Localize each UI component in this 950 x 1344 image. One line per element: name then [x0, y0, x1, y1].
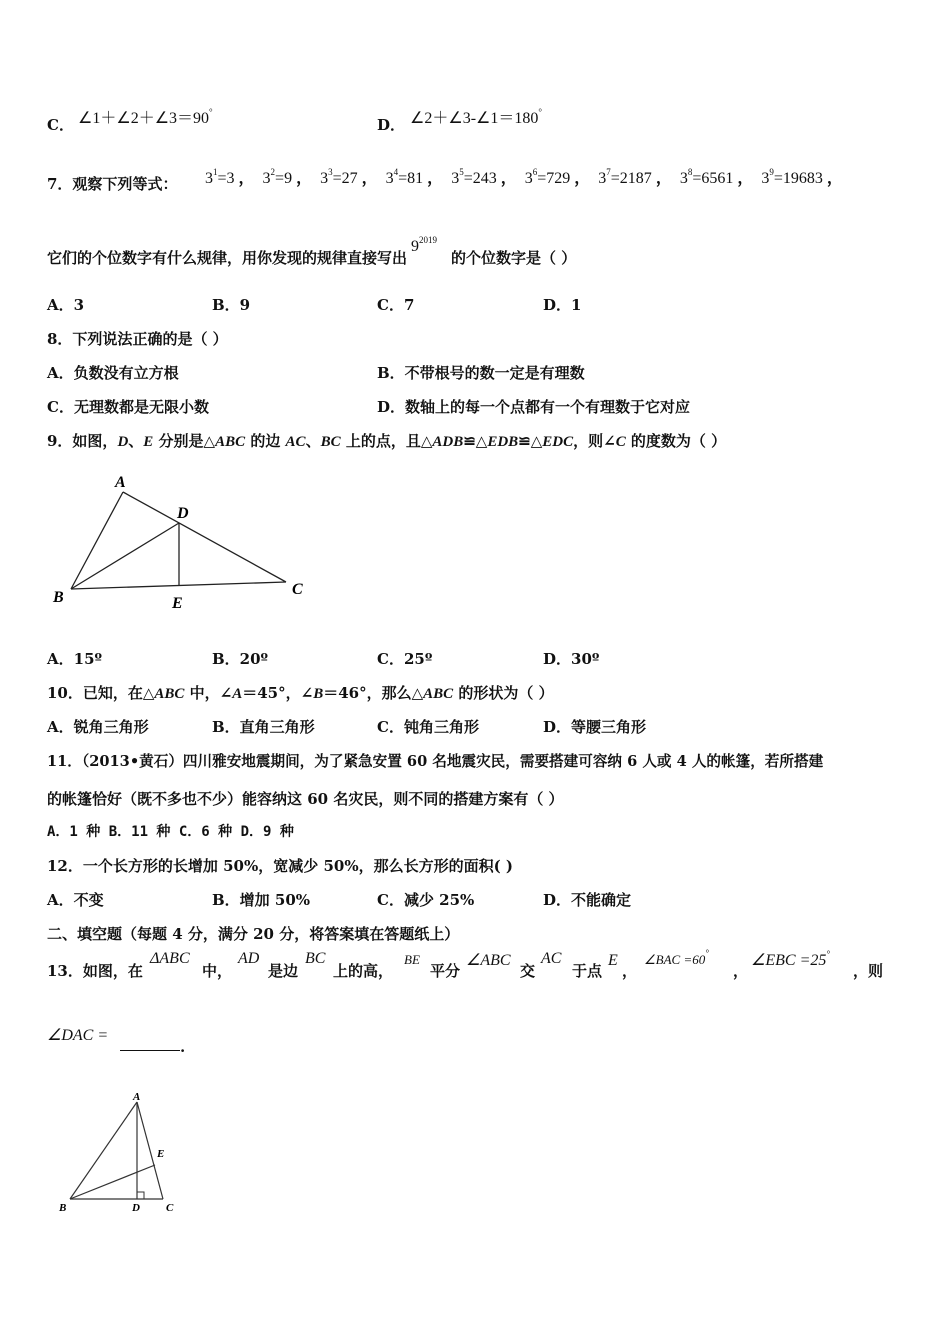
q7-power-2: $3^2=9$ ， — [262, 167, 313, 187]
q13-answer-blank[interactable] — [120, 1038, 180, 1051]
q9-label-c: C — [292, 581, 303, 598]
q9-segment-bd — [71, 523, 179, 589]
q10-option-a: A．锐角三角形 — [47, 718, 149, 736]
q13-p3: 是边 — [268, 962, 299, 980]
q7-option-c: C．7 — [377, 296, 415, 314]
q13-label-b: B — [59, 1202, 67, 1214]
q12-option-b: B．增加 50% — [212, 891, 311, 909]
q13-right-angle-mark — [137, 1192, 144, 1199]
q7-power-4: $3^4=81$ ， — [385, 167, 444, 187]
q13-label-c: C — [166, 1202, 174, 1214]
q13-period: . — [180, 1038, 186, 1056]
q7-stem: 7．观察下列等式： — [47, 175, 178, 193]
q9-option-d: D．30º — [543, 650, 600, 668]
q10-stem: 10．已知，在△ABC 中，∠A＝45°，∠B＝46°，那么△ABC 的形状为（ ） — [47, 684, 554, 702]
q6-option-c-label: C． — [47, 116, 74, 134]
q7-power-6: $3^6=729$ ， — [524, 167, 591, 187]
q7-powers-row — [205, 165, 851, 188]
q7-option-a: A．3 — [47, 296, 85, 314]
q12-option-d: D．不能确定 — [543, 891, 632, 909]
q7-power-3: $3^3=27$ ， — [320, 167, 378, 187]
q8-stem: 8．下列说法正确的是（ ） — [47, 330, 228, 348]
q6-option-c-expr: ∠1＋∠2＋∠3＝90° — [78, 107, 213, 127]
q9-triangle-figure — [40, 470, 330, 620]
q7-power-8: $3^8=6561$ ， — [679, 167, 754, 187]
q13-ad: AD — [238, 950, 260, 967]
q7-power-7: $3^7=2187$ ， — [598, 167, 672, 187]
q9-option-b: B．20º — [212, 650, 269, 668]
q13-p6: 交 — [520, 962, 536, 980]
q7-option-d: D．1 — [543, 296, 582, 314]
q13-bc: BC — [305, 950, 326, 967]
q9-label-e: E — [172, 595, 183, 612]
q12-option-a: A．不变 — [47, 891, 104, 909]
q11-options: A．1 种 B．11 种 C．6 种 D．9 种 — [47, 824, 294, 840]
q13-p7: 于点 — [572, 962, 603, 980]
q13-angle-abc: ∠ABC — [466, 952, 511, 969]
q13-side-ab — [70, 1102, 137, 1199]
q13-comma1: ， — [622, 962, 638, 980]
q13-triangle-abc: ΔABC — [150, 950, 190, 967]
q13-triangle-figure — [50, 1085, 190, 1220]
q13-p8: ，则 — [853, 962, 884, 980]
q11-line2: 的帐篷恰好（既不多也不少）能容纳这 60 名灾民，则不同的搭建方案有（ ） — [47, 790, 564, 808]
q7-option-b: B．9 — [212, 296, 251, 314]
q9-label-d: D — [177, 505, 189, 522]
q7-power-5: $3^5=243$ ， — [451, 167, 517, 187]
q7-power-1: $3^1=3$ ， — [205, 167, 255, 187]
q7-power-9: $3^9=19683$ ， — [761, 167, 843, 187]
q8-option-b: B．不带根号的数一定是有理数 — [377, 364, 585, 382]
q8-option-c: C．无理数都是无限小数 — [47, 398, 209, 416]
q10-option-d: D．等腰三角形 — [543, 718, 647, 736]
q13-p2: 中， — [202, 962, 233, 980]
q12-stem: 12．一个长方形的长增加 50%，宽减少 50%，那么长方形的面积( ) — [47, 857, 513, 875]
q8-option-a: A．负数没有立方根 — [47, 364, 179, 382]
q10-option-c: C．钝角三角形 — [377, 718, 479, 736]
q9-stem: 9．如图，D、E 分别是△ABC 的边 AC、BC 上的点，且△ADB≌△EDB≌△EDC，则∠C 的度数为（ ） — [47, 432, 727, 450]
q9-label-a: A — [115, 474, 126, 491]
q9-option-a: A．15º — [47, 650, 103, 668]
q13-bisector-be — [70, 1165, 155, 1199]
q13-angle-bac: ∠BAC =60° — [644, 948, 709, 967]
section-2-heading: 二、填空题（每题 4 分，满分 20 分，将答案填在答题纸上） — [47, 925, 460, 943]
q13-p1: 13．如图，在 — [47, 962, 143, 980]
q13-p4: 上的高， — [333, 962, 394, 980]
q10-option-b: B．直角三角形 — [212, 718, 315, 736]
q9-option-c: C．25º — [377, 650, 433, 668]
q13-be: BE — [404, 952, 420, 967]
q8-option-d: D．数轴上的每一个点都有一个有理数于它对应 — [377, 398, 691, 416]
q13-p5: 平分 — [430, 962, 461, 980]
q13-e: E — [608, 952, 618, 969]
q9-side-ac — [123, 492, 286, 582]
q13-comma2: ， — [733, 962, 749, 980]
q13-angle-ebc: ∠EBC =25° — [751, 949, 830, 969]
q9-side-ab — [71, 492, 123, 589]
q13-ac: AC — [541, 950, 562, 967]
q6-option-d-expr: ∠2＋∠3-∠1＝180° — [410, 107, 542, 127]
q13-label-e: E — [157, 1148, 165, 1160]
q11-line1: 11．（2013•黄石）四川雅安地震期间，为了紧急安置 60 名地震灾民，需要搭建可容纳 6 人或 4 人的帐篷，若所搭建 — [47, 753, 824, 770]
q6-option-d-label: D． — [377, 116, 406, 134]
q13-label-d: D — [132, 1202, 140, 1214]
q12-option-c: C．减少 25% — [377, 891, 475, 909]
q13-label-a: A — [133, 1091, 141, 1103]
q9-label-b: B — [53, 589, 64, 606]
q13-answer-expr: ∠DAC = — [47, 1027, 109, 1044]
q7-line2: 它们的个位数字有什么规律，用你发现的规律直接写出$9^{2019}$的个位数字是（ ） — [47, 235, 577, 267]
